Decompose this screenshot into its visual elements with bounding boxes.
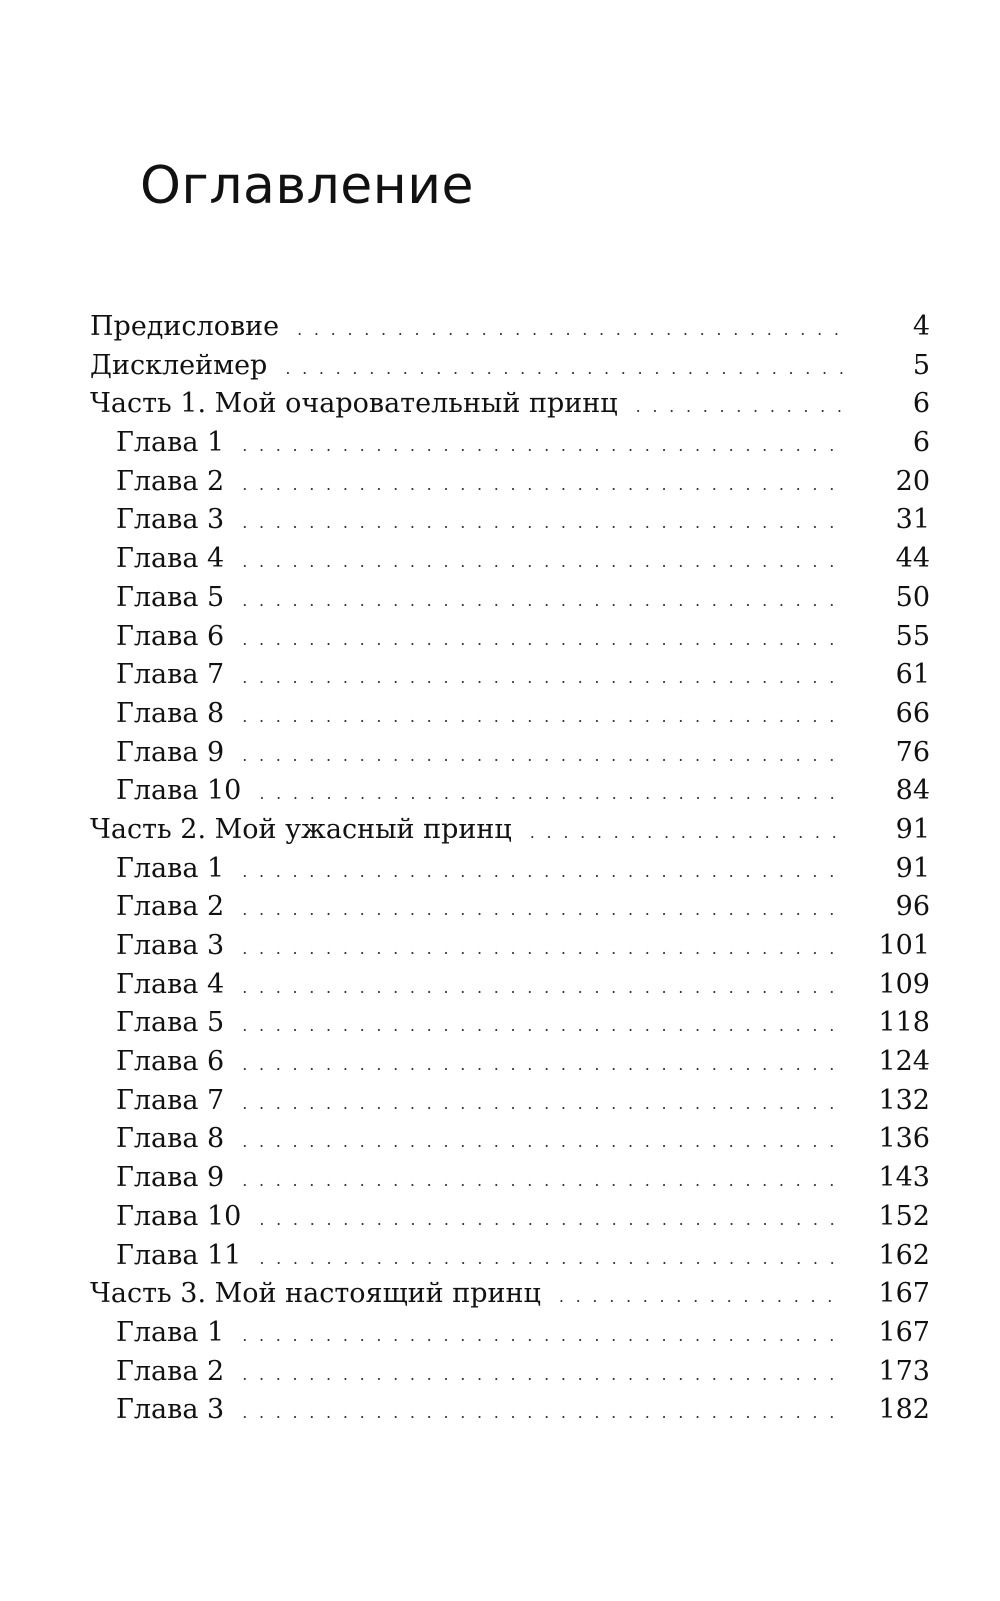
toc-entry-label: Часть 2. Мой ужасный принц [90, 813, 512, 845]
toc-section-entry [90, 811, 930, 850]
dot-leader [259, 775, 844, 814]
dot-leader [559, 1278, 844, 1317]
toc-chapter-entry [90, 888, 930, 927]
dot-leader [242, 1162, 844, 1201]
toc-page-number: 66 [895, 697, 930, 729]
toc-chapter-entry [90, 1159, 930, 1198]
toc-page-number: 61 [895, 659, 930, 691]
toc-page-number: 173 [878, 1355, 930, 1387]
toc-chapter-entry [90, 1004, 930, 1043]
toc-page-number: 118 [878, 1007, 930, 1039]
toc-chapter-entry [90, 1391, 930, 1430]
toc-page-number: 91 [895, 813, 930, 845]
toc-entry-label: Глава 4 [116, 543, 225, 575]
toc-entry-label: Глава 1 [116, 1316, 225, 1348]
dot-leader [242, 582, 844, 621]
toc-chapter-entry [90, 1198, 930, 1237]
toc-entry-label: Глава 5 [116, 1007, 225, 1039]
dot-leader [530, 814, 844, 853]
toc-page-number: 143 [878, 1162, 930, 1194]
dot-leader [242, 698, 844, 737]
toc-chapter-entry [90, 927, 930, 966]
toc-page-number: 109 [878, 968, 930, 1000]
toc-entry-label: Часть 1. Мой очаровательный принц [90, 388, 618, 420]
toc-entry-label: Глава 7 [116, 659, 225, 691]
toc-page-number: 55 [895, 620, 930, 652]
toc-page-number: 84 [895, 775, 930, 807]
dot-leader [242, 1085, 844, 1124]
toc-entry-label: Глава 5 [116, 581, 225, 613]
toc-chapter-entry [90, 1314, 930, 1353]
toc-chapter-entry [90, 966, 930, 1005]
toc-chapter-entry [90, 1353, 930, 1392]
dot-leader [242, 969, 844, 1008]
dot-leader [285, 350, 844, 389]
toc-page-number: 96 [895, 891, 930, 923]
toc-page-number: 91 [895, 852, 930, 884]
dot-leader [242, 659, 844, 698]
dot-leader [242, 1356, 844, 1395]
toc-entry-label: Глава 3 [116, 930, 225, 961]
toc-page-number: 132 [878, 1084, 930, 1116]
dot-leader [297, 311, 844, 350]
toc-chapter-entry [90, 1043, 930, 1082]
toc-entry-label: Глава 3 [116, 504, 225, 536]
toc-entry-label: Предисловие [90, 311, 280, 342]
toc-entry-label: Глава 6 [116, 1046, 225, 1078]
toc-section-entry [90, 385, 930, 424]
dot-leader [242, 930, 844, 969]
toc-page-number: 162 [878, 1239, 930, 1271]
toc-entry-label: Глава 9 [116, 1162, 225, 1194]
toc-chapter-entry [90, 540, 930, 579]
toc-entry-label: Глава 1 [116, 852, 225, 884]
toc-entry-label: Глава 8 [116, 1123, 225, 1155]
toc-chapter-entry [90, 656, 930, 695]
dot-leader [242, 1317, 844, 1356]
toc-chapter-entry [90, 618, 930, 657]
toc-page-number: 101 [878, 930, 930, 961]
toc-chapter-entry [90, 772, 930, 811]
table-of-contents [90, 308, 930, 1430]
toc-chapter-entry [90, 1120, 930, 1159]
toc-page-number: 44 [895, 543, 930, 575]
toc-chapter-entry [90, 1082, 930, 1121]
toc-section-entry [90, 347, 930, 386]
toc-entry-label: Глава 6 [116, 620, 225, 652]
toc-chapter-entry [90, 501, 930, 540]
dot-leader [242, 1123, 844, 1162]
dot-leader [242, 737, 844, 776]
dot-leader [242, 1046, 844, 1085]
dot-leader [242, 621, 844, 660]
toc-page-number: 136 [878, 1123, 930, 1155]
toc-page-number: 167 [878, 1316, 930, 1348]
toc-entry-label: Часть 3. Мой настоящий принц [90, 1278, 541, 1310]
toc-entry-label: Глава 11 [116, 1239, 242, 1271]
toc-page-number: 76 [895, 736, 930, 768]
toc-chapter-entry [90, 463, 930, 502]
toc-chapter-entry [90, 850, 930, 889]
toc-entry-label: Дисклеймер [90, 349, 268, 381]
toc-entry-label: Глава 10 [116, 775, 242, 807]
toc-page-number: 124 [878, 1046, 930, 1078]
toc-page-number: 20 [895, 465, 930, 497]
dot-leader [242, 466, 844, 505]
toc-section-entry [90, 1275, 930, 1314]
toc-chapter-entry [90, 424, 930, 463]
toc-chapter-entry [90, 695, 930, 734]
toc-page-number: 6 [912, 427, 930, 459]
dot-leader [242, 853, 844, 892]
toc-entry-label: Глава 10 [116, 1200, 242, 1232]
dot-leader [636, 388, 844, 427]
toc-entry-label: Глава 1 [116, 427, 225, 459]
toc-page-number: 152 [878, 1200, 930, 1232]
toc-entry-label: Глава 9 [116, 736, 225, 768]
toc-page-number: 31 [895, 504, 930, 536]
toc-entry-label: Глава 4 [116, 968, 225, 1000]
toc-page-number: 6 [912, 388, 930, 420]
toc-entry-label: Глава 2 [116, 891, 225, 923]
dot-leader [242, 891, 844, 930]
toc-entry-label: Глава 2 [116, 465, 225, 497]
toc-page-number: 4 [912, 311, 930, 342]
toc-page-number: 167 [878, 1278, 930, 1310]
toc-entry-label: Глава 7 [116, 1084, 225, 1116]
toc-entry-label: Глава 2 [116, 1355, 225, 1387]
toc-page-number: 5 [912, 349, 930, 381]
toc-chapter-entry [90, 579, 930, 618]
toc-entry-label: Глава 3 [116, 1394, 225, 1426]
dot-leader [259, 1201, 844, 1240]
toc-entry-label: Глава 8 [116, 697, 225, 729]
toc-page-number: 182 [878, 1394, 930, 1426]
dot-leader [259, 1240, 844, 1279]
dot-leader [242, 1394, 844, 1433]
toc-section-entry [90, 308, 930, 347]
dot-leader [242, 504, 844, 543]
dot-leader [242, 1007, 844, 1046]
dot-leader [242, 427, 844, 466]
dot-leader [242, 543, 844, 582]
toc-page-number: 50 [895, 581, 930, 613]
page-title: Оглавление [140, 156, 475, 216]
toc-chapter-entry [90, 734, 930, 773]
toc-chapter-entry [90, 1237, 930, 1276]
